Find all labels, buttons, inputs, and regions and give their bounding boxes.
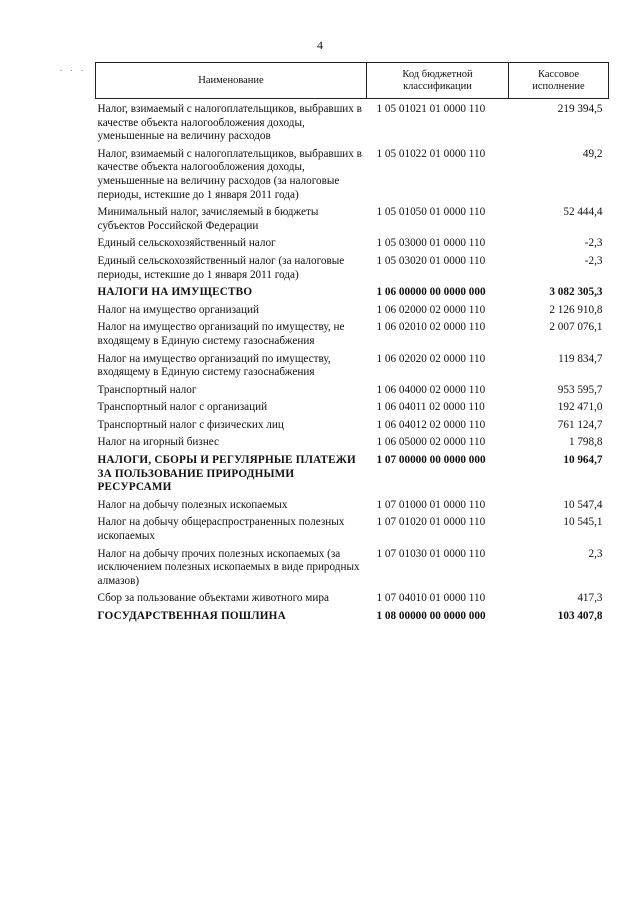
row-value: 119 834,7 [558, 352, 603, 365]
row-code: 1 05 03020 01 0000 110 [376, 254, 486, 267]
row-code: 1 06 00000 00 0000 000 [376, 286, 486, 299]
row-name: Налог на игорный бизнес [97, 436, 220, 449]
row-code: 1 05 01022 01 0000 110 [376, 147, 486, 160]
row-name: Налог на добычу общераспространенных полезных ископаемых [97, 516, 345, 543]
table-row [96, 436, 609, 454]
table-body [96, 99, 609, 628]
row-code: 1 05 03000 01 0000 110 [376, 237, 486, 250]
row-code: 1 07 04010 01 0000 110 [376, 592, 486, 605]
table-row [96, 401, 609, 419]
row-code: 1 06 05000 02 0000 110 [376, 436, 486, 449]
row-code: 1 06 02010 02 0000 110 [376, 321, 486, 334]
header-value: Кассовое исполнение [509, 63, 609, 99]
row-name: Транспортный налог с физических лиц [97, 418, 284, 431]
budget-execution-table [95, 62, 609, 628]
row-value: 417,3 [577, 592, 603, 605]
row-code: 1 07 01030 01 0000 110 [376, 547, 486, 560]
margin-mark: . . . [60, 63, 87, 73]
row-name: Налог на добычу прочих полезных ископаемых (за исключением полезных ископаемых в виде природных алмазов) [97, 547, 360, 587]
row-value: 103 407,8 [557, 610, 603, 622]
row-code: 1 05 01050 01 0000 110 [376, 206, 486, 219]
row-value: 1 798,8 [568, 436, 603, 449]
table-row [96, 286, 609, 304]
row-code: 1 06 02000 02 0000 110 [376, 303, 486, 316]
row-code: 1 08 00000 00 0000 000 [376, 610, 486, 622]
row-code: 1 05 01021 01 0000 110 [376, 103, 486, 115]
table-row [96, 255, 609, 286]
row-code: 1 06 02020 02 0000 110 [376, 352, 486, 365]
row-name: Транспортный налог [97, 383, 197, 396]
table-row [96, 548, 609, 593]
row-code: 1 06 04011 02 0000 110 [376, 401, 485, 414]
row-value: 953 595,7 [557, 383, 603, 396]
table-row [96, 592, 609, 610]
row-value: 10 545,1 [563, 516, 603, 529]
row-value: -2,3 [584, 254, 603, 267]
row-code: 1 06 04012 02 0000 110 [376, 418, 486, 431]
table-row [96, 610, 609, 628]
row-name: Единый сельскохозяйственный налог [97, 237, 276, 250]
row-value: 192 471,0 [557, 401, 603, 414]
table-row [96, 454, 609, 499]
row-name: Налог на добычу полезных ископаемых [97, 498, 288, 511]
row-code: 1 06 04000 02 0000 110 [376, 383, 486, 396]
page-number: 4 [317, 38, 323, 52]
row-name: ГОСУДАРСТВЕННАЯ ПОШЛИНА [97, 610, 286, 622]
row-name: Налог, взимаемый с налогоплательщиков, выбравших в качестве объекта налогообложения доходы, уменьшенные на величину расходов (за налоговые периоды, истекшие до 1 января 2011 года) [97, 147, 362, 201]
row-value: 2,3 [588, 547, 603, 560]
row-name: Налог на имущество организаций по имуществу, входящему в Единую систему газоснабжения [97, 352, 331, 379]
row-name: Единый сельскохозяйственный налог (за налоговые периоды, истекшие до 1 января 2011 года) [97, 254, 345, 281]
row-name: Налог, взимаемый с налогоплательщиков, выбравших в качестве объекта налогообложения доходы, уменьшенные на величину расходов [97, 103, 362, 143]
table-row [96, 304, 609, 322]
header-name: Наименование [96, 63, 367, 99]
table-header-row [96, 63, 609, 99]
row-name: Сбор за пользование объектами животного мира [97, 592, 329, 605]
table-row [96, 419, 609, 437]
row-name: Налог на имущество организаций [97, 303, 259, 316]
row-value: 2 007 076,1 [549, 321, 603, 334]
table-row [96, 516, 609, 547]
row-value: -2,3 [584, 237, 603, 250]
row-value: 49,2 [582, 147, 603, 160]
table-row [96, 321, 609, 352]
row-code: 1 07 00000 00 0000 000 [376, 454, 486, 467]
table-row [96, 99, 609, 148]
table-row [96, 353, 609, 384]
row-value: 10 964,7 [563, 454, 603, 467]
row-name: НАЛОГИ НА ИМУЩЕСТВО [97, 286, 253, 299]
row-name: НАЛОГИ, СБОРЫ И РЕГУЛЯРНЫЕ ПЛАТЕЖИ ЗА ПОЛЬЗОВАНИЕ ПРИРОДНЫМИ РЕСУРСАМИ [97, 454, 356, 494]
row-name: Транспортный налог с организаций [97, 401, 268, 414]
row-value: 2 126 910,8 [549, 303, 603, 316]
row-code: 1 07 01020 01 0000 110 [376, 516, 486, 529]
table-row [96, 237, 609, 255]
row-value: 761 124,7 [557, 418, 603, 431]
row-name: Налог на имущество организаций по имуществу, не входящему в Единую систему газоснабжения [97, 321, 345, 347]
table-row [96, 206, 609, 237]
table-row [96, 384, 609, 402]
row-name: Минимальный налог, зачисляемый в бюджеты субъектов Российской Федерации [97, 206, 319, 232]
row-value: 52 444,4 [563, 206, 603, 219]
row-value: 3 082 305,3 [549, 286, 603, 299]
table-row [96, 148, 609, 206]
table-row [96, 499, 609, 517]
row-value: 219 394,5 [557, 103, 603, 115]
row-value: 10 547,4 [563, 498, 603, 511]
header-code: Код бюджетной классификации [367, 63, 509, 99]
row-code: 1 07 01000 01 0000 110 [376, 498, 486, 511]
